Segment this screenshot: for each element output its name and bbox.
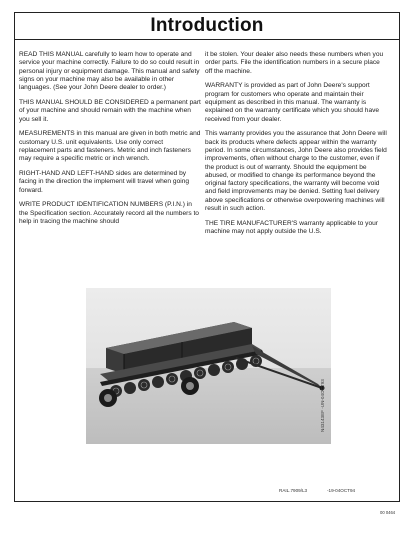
manual-code: RAIL.7909/L3 bbox=[279, 488, 308, 493]
paragraph-warranty: WARRANTY is provided as part of John Deere's support program for customers who operate and maintain their equipment as described in this manual. The warranty is explained on the warranty certificate which you should have received from your dealer. bbox=[205, 82, 380, 123]
date-code: -19-04OCT94 bbox=[327, 488, 356, 493]
paragraph-stolen-continued: it be stolen. Your dealer also needs these numbers when you order parts. File the identification numbers in a secure place off the machine. bbox=[205, 51, 384, 75]
paragraph-right-left-hand: RIGHT-HAND AND LEFT-HAND sides are determined by facing in the direction the implement will travel when going forward. bbox=[19, 170, 190, 194]
grain-drill-photo bbox=[86, 288, 331, 444]
paragraph-read-manual: READ THIS MANUAL carefully to learn how to operate and service your machine correctly. Failure to do so could result in personal injury or equipment damage. This manual and safety signs on your machine may also be available in other languages. (See your John Deere dealer to order.) bbox=[19, 51, 200, 92]
right-column bbox=[205, 51, 387, 243]
paragraph-permanent-part: THIS MANUAL SHOULD BE CONSIDERED a permanent part of your machine and should remain with the machine when you sell it. bbox=[19, 98, 201, 123]
page-title-box bbox=[14, 12, 400, 40]
page-title: Introduction bbox=[150, 15, 264, 36]
left-column bbox=[19, 51, 201, 233]
photo-id-label bbox=[320, 352, 330, 432]
paragraph-tire-warranty: THE TIRE MANUFACTURER'S warranty applicable to your machine may not apply outside the U.S. bbox=[205, 219, 378, 236]
paragraph-warranty-assurance: This warranty provides you the assurance that John Deere will back its products where defects appear within the warranty period. In some circumstances, John Deere also provides field improvements, often without charge to the customer, even if the product is out of warranty. Should the equipment be abused, or modified to change its performance beyond the original factory specifications, the warranty will become void and field improvements may be denied. Setting fuel delivery above specifications or otherwise overpowering machines will result in such action. bbox=[205, 130, 387, 213]
paragraph-write-pin: WRITE PRODUCT IDENTIFICATION NUMBERS (P.I.N.) in the Specification section. Accurately record all the numbers to help in tracing the machine should bbox=[19, 201, 199, 226]
page-code: 00 0464 bbox=[380, 510, 396, 515]
grain-drill-image bbox=[86, 288, 331, 444]
paragraph-measurements: MEASUREMENTS in this manual are given in both metric and customary U.S. unit equivalents. Use only correct replacement parts and fasteners. Metric and inch fasteners may require a specific metric or inch wrench. bbox=[19, 130, 201, 163]
photo-id-text: N43143EF -UN-04OCT93 bbox=[320, 379, 325, 432]
